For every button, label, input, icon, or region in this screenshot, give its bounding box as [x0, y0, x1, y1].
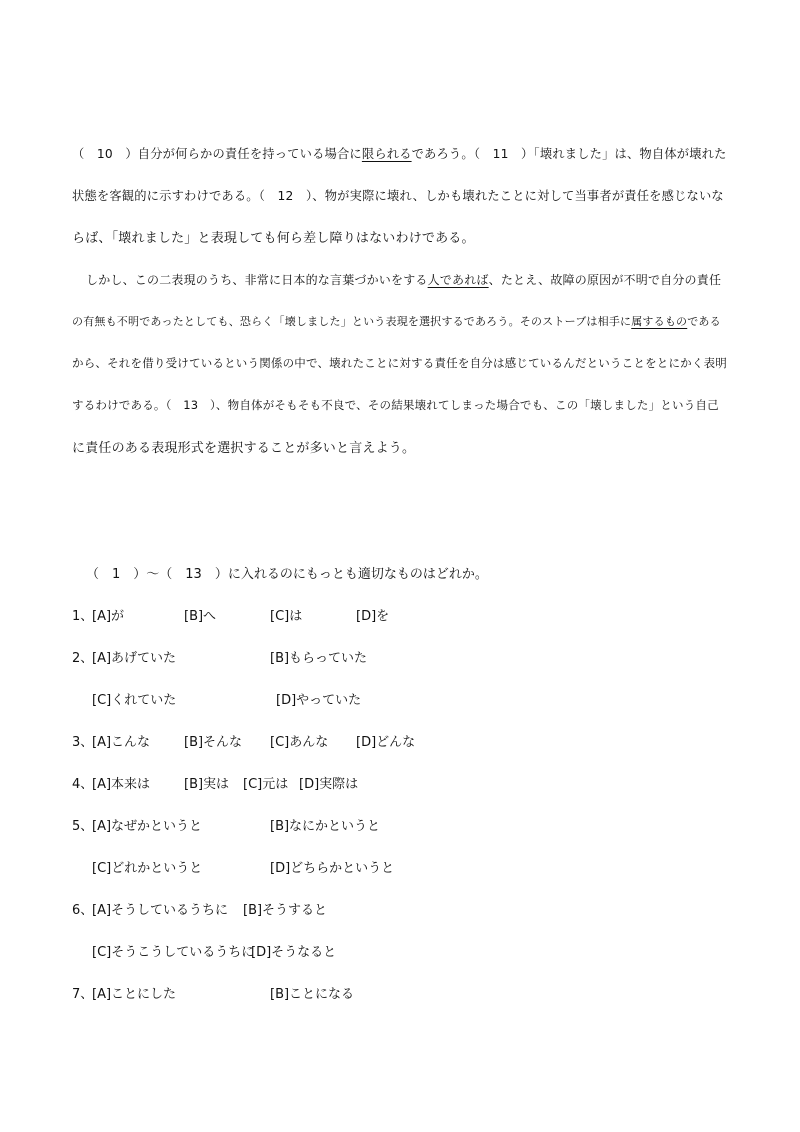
- question-number: 6、: [72, 903, 94, 918]
- passage-line: [72, 316, 721, 327]
- underlined-phrase: 属するもの: [631, 315, 688, 328]
- passage-line: に責任のある表現形式を選択することが多いと言えよう。: [72, 441, 416, 456]
- option-d[interactable]: [D]を: [356, 609, 390, 624]
- question-prompt: （ 1 ）～（ 13 ）に入れるのにもっとも適切なものはどれか。: [86, 567, 488, 582]
- option-a[interactable]: [A]本来は: [92, 777, 151, 792]
- option-a[interactable]: [A]あげていた: [92, 651, 177, 666]
- passage-text: であろう。（ 11 ）「壊れました」は、物自体が壊れた: [411, 147, 727, 161]
- passage-text: の有無も不明であったとしても、恐らく「壊しました」という表現を選択するであろう。そのストーブは相手に: [72, 315, 632, 328]
- option-b[interactable]: [B]そうすると: [243, 903, 328, 918]
- option-b[interactable]: [B]ことになる: [270, 987, 355, 1002]
- passage-text: 、たとえ、故障の原因が不明で自分の責任: [488, 273, 722, 287]
- passage-text: しかし、この二表現のうち、非常に日本的な言葉づかいをする: [86, 273, 428, 287]
- option-b[interactable]: [B]そんな: [184, 735, 243, 750]
- question-number: 1、: [72, 609, 94, 624]
- option-c[interactable]: [C]どれかというと: [92, 861, 203, 876]
- option-a[interactable]: [A]ことにした: [92, 987, 177, 1002]
- option-c[interactable]: [C]元は: [243, 777, 289, 792]
- option-c[interactable]: [C]くれていた: [92, 693, 177, 708]
- underlined-phrase: 人であれば: [427, 273, 489, 287]
- passage-line: から、それを借り受けているという関係の中で、壊れたことに対する責任を自分は感じているんだということをとにかく表明: [72, 356, 727, 370]
- passage-text: である: [687, 315, 721, 328]
- option-b[interactable]: [B]へ: [184, 609, 217, 624]
- question-number: 5、: [72, 819, 94, 834]
- option-b[interactable]: [B]なにかというと: [270, 819, 381, 834]
- passage-line: 状態を客観的に示すわけである。（ 12 ）、物が実際に壊れ、しかも壊れたことに対して当事者が責任を感じないな: [72, 189, 724, 203]
- option-b[interactable]: [B]実は: [184, 777, 230, 792]
- option-d[interactable]: [D]どちらかというと: [270, 861, 395, 876]
- option-a[interactable]: [A]こんな: [92, 735, 151, 750]
- passage-line: らば、「壊れました」と表現しても何ら差し障りはないわけである。: [72, 231, 475, 246]
- option-a[interactable]: [A]そうしているうちに: [92, 903, 229, 918]
- passage-line: [72, 148, 727, 160]
- question-number: 2、: [72, 651, 94, 666]
- option-c[interactable]: [C]あんな: [270, 735, 329, 750]
- question-number: 3、: [72, 735, 94, 750]
- passage-text: （ 10 ）自分が何らかの責任を持っている場合に: [72, 147, 362, 161]
- option-a[interactable]: [A]なぜかというと: [92, 819, 203, 834]
- option-d[interactable]: [D]実際は: [299, 777, 359, 792]
- question-number: 7、: [72, 987, 94, 1002]
- passage-line: [86, 274, 721, 286]
- option-a[interactable]: [A]が: [92, 609, 125, 624]
- underlined-phrase: 限られる: [361, 147, 412, 161]
- question-number: 4、: [72, 777, 94, 792]
- option-c[interactable]: [C]そうこうしているうちに: [92, 945, 255, 960]
- passage-line: するわけである。（ 13 ）、物自体がそもそも不良で、その結果壊れてしまった場合でも、この「壊しました」という自己: [72, 398, 719, 412]
- option-d[interactable]: [D]そうなると: [251, 945, 337, 960]
- option-d[interactable]: [D]どんな: [356, 735, 416, 750]
- option-c[interactable]: [C]は: [270, 609, 303, 624]
- option-d[interactable]: [D]やっていた: [276, 693, 362, 708]
- option-b[interactable]: [B]もらっていた: [270, 651, 368, 666]
